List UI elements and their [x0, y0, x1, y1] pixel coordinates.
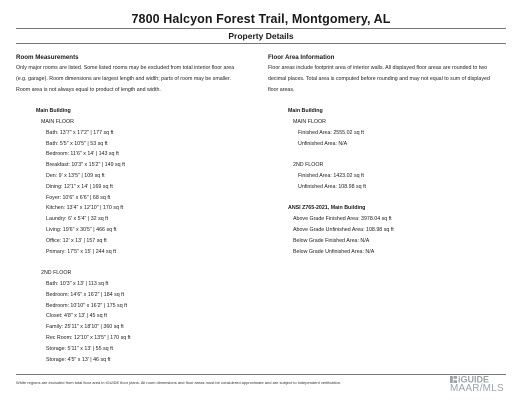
floor-label-second: 2ND FLOOR	[293, 162, 324, 169]
page-subtitle: Property Details	[228, 31, 294, 41]
room-item: Storage: 4'5" x 13' | 46 sq ft	[46, 356, 111, 363]
divider-top	[16, 28, 506, 29]
unfinished-area: Unfinished Area: N/A	[298, 140, 348, 147]
room-item: Bedroom: 10'10" x 16'2" | 175 sq ft	[46, 302, 128, 309]
mls-text: MAAR/MLS	[450, 382, 504, 394]
floor-label-main: MAIN FLOOR	[41, 118, 74, 125]
ansi-line: Below Grade Finished Area: N/A	[293, 237, 370, 244]
page-title: 7800 Halcyon Forest Trail, Montgomery, AL	[131, 12, 391, 26]
building-heading: Main Building	[288, 108, 323, 115]
room-measurements-note-3: Room area is not always equal to product of length and width.	[16, 86, 161, 93]
room-item: Bath: 5'5" x 10'5" | 53 sq ft	[46, 140, 108, 147]
room-measurements-note-2: (e.g. garage). Room dimensions are largest length and width; parts of room may be smaller.	[16, 75, 231, 82]
room-item: Living: 19'6" x 30'5" | 466 sq ft	[46, 226, 117, 233]
iguide-logo	[450, 375, 510, 395]
room-item: Den: 9' x 13'5" | 109 sq ft	[46, 172, 105, 179]
ansi-line: Below Grade Unfinished Area: N/A	[293, 248, 375, 255]
ansi-line: Above Grade Finished Area: 3978.04 sq ft	[293, 216, 392, 223]
room-item: Bath: 13'7" x 17'2" | 177 sq ft	[46, 129, 114, 136]
finished-area: Finished Area: 2555.02 sq ft	[298, 129, 364, 136]
room-item: Office: 12' x 13' | 157 sq ft	[46, 237, 107, 244]
room-item: Closet: 4'8" x 13' | 45 sq ft	[46, 313, 107, 320]
room-item: Laundry: 6' x 5'4" | 32 sq ft	[46, 216, 109, 223]
room-measurements-note-1: Only major rooms are listed. Some listed rooms may be excluded from total interior floor area	[16, 65, 235, 71]
room-item: Kitchen: 13'4" x 12'10" | 170 sq ft	[46, 205, 124, 212]
room-item: Foyer: 10'6" x 6'6" | 68 sq ft	[46, 194, 111, 201]
footer-note: White regions are excluded from total floor area in iGUIDE floor plans. All room dimensions and floor areas must be considered approximate and are subject to independent verification.	[16, 380, 342, 385]
unfinished-area: Unfinished Area: 108.98 sq ft	[298, 183, 367, 190]
room-item: Dining: 12'1" x 14' | 169 sq ft	[46, 183, 113, 190]
divider-subtitle	[16, 43, 506, 44]
floor-area-note-1: Floor areas include footprint area of interior walls. All displayed floor areas are rounded to two	[268, 65, 488, 71]
floor-area-note-3: floor areas.	[268, 86, 295, 93]
room-item: Breakfast: 10'3" x 15'2" | 149 sq ft	[46, 162, 126, 169]
room-measurements-section	[16, 53, 256, 365]
floor-area-note-2: decimal places. Total area is computed before rounding and may not equal to sum of displayed	[268, 75, 490, 82]
building-heading: Main Building	[36, 108, 71, 115]
room-item: Bedroom: 11'6" x 14' | 143 sq ft	[46, 151, 119, 158]
room-item: Family: 25'11" x 18'10" | 360 sq ft	[46, 324, 124, 331]
room-measurements-title: Room Measurements	[16, 54, 79, 61]
finished-area: Finished Area: 1423.02 sq ft	[298, 172, 364, 179]
room-item: Bath: 10'3" x 13' | 113 sq ft	[46, 280, 109, 287]
divider-footer	[16, 374, 506, 375]
ansi-line: Above Grade Unfinished Area: 108.98 sq ft	[293, 226, 394, 233]
logo-text: iGUIDE	[458, 374, 490, 385]
room-item: Bedroom: 14'6" x 16'2" | 184 sq ft	[46, 291, 125, 298]
floor-label-main: MAIN FLOOR	[293, 118, 326, 125]
floor-area-title: Floor Area Information	[268, 54, 335, 61]
floor-label-second: 2ND FLOOR	[41, 270, 72, 277]
floor-area-section	[268, 53, 508, 257]
room-item: Storage: 5'11" x 13' | 55 sq ft	[46, 345, 114, 352]
room-item: Primary: 17'5" x 15' | 244 sq ft	[46, 248, 117, 255]
room-item: Rec Room: 12'10" x 13'5" | 170 sq ft	[46, 334, 131, 341]
ansi-heading: ANSI Z765-2021, Main Building	[288, 205, 366, 212]
